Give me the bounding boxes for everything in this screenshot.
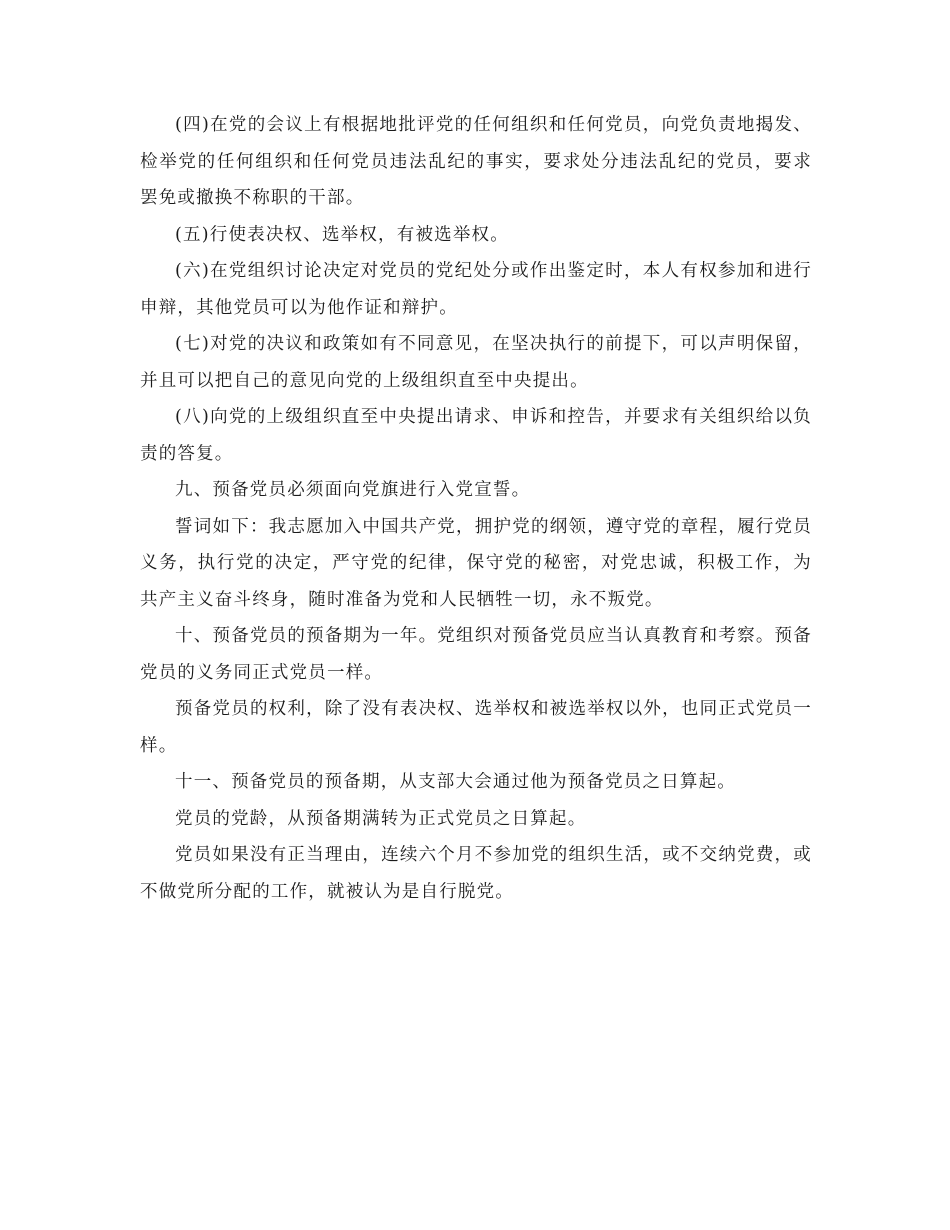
- paragraph-right-7: (七)对党的决议和政策如有不同意见，在坚决执行的前提下，可以声明保留，并且可以把自己的意见向党的上级组织直至中央提出。: [140, 334, 812, 391]
- paragraph-probation-rights: 预备党员的权利，除了没有表决权、选举权和被选举权以外，也同正式党员一样。: [140, 699, 812, 756]
- paragraph-party-age: 党员的党龄，从预备期满转为正式党员之日算起。: [175, 808, 587, 829]
- paragraph-article-9: 九、预备党员必须面向党旗进行入党宣誓。: [175, 480, 531, 500]
- paragraph-right-4: (四)在党的会议上有根据地批评党的任何组织和任何党员，向党负责地揭发、检举党的任何组织和任何党员违法乱纪的事实，要求处分违法乱纪的党员，要求罢免或撤换不称职的干部。: [140, 115, 812, 208]
- paragraph-right-8: (八)向党的上级组织直至中央提出请求、申诉和控告，并要求有关组织给以负责的答复。: [140, 407, 812, 464]
- paragraph-self-withdrawal: 党员如果没有正当理由，连续六个月不参加党的组织生活，或不交纳党费，或不做党所分配的工作，就被认为是自行脱党。: [140, 845, 812, 902]
- paragraph-right-6: (六)在党组织讨论决定对党员的党纪处分或作出鉴定时，本人有权参加和进行申辩，其他党员可以为他作证和辩护。: [140, 261, 812, 318]
- paragraph-right-5: (五)行使表决权、选举权，有被选举权。: [175, 224, 509, 245]
- paragraph-article-11: 十一、预备党员的预备期，从支部大会通过他为预备党员之日算起。: [175, 772, 736, 792]
- paragraph-oath: 誓词如下：我志愿加入中国共产党，拥护党的纲领，遵守党的章程，履行党员义务，执行党的决定，严守党的纪律，保守党的秘密，对党忠诚，积极工作，为共产主义奋斗终身，随时准备为党和人民牺牲一切，永不叛党。: [140, 516, 812, 610]
- document-body: [140, 107, 812, 910]
- paragraph-article-10: 十、预备党员的预备期为一年。党组织对预备党员应当认真教育和考察。预备党员的义务同正式党员一样。: [140, 626, 812, 683]
